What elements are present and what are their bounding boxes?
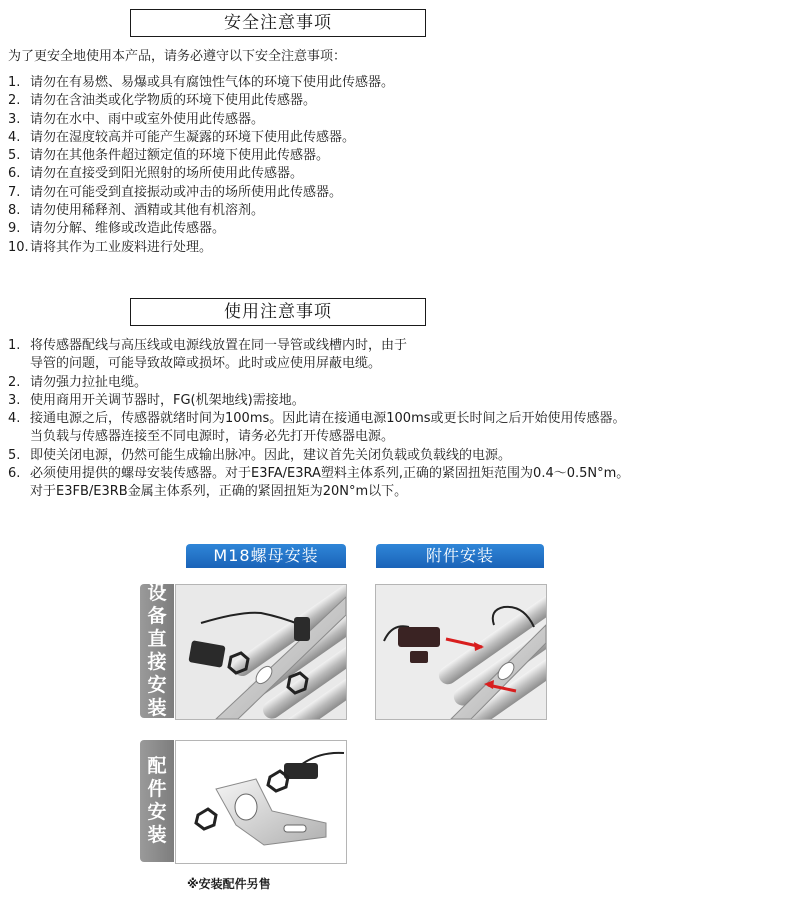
item-text: 请勿在湿度较高并可能产生凝露的环境下使用此传感器。	[30, 129, 356, 145]
item-number: 4.	[8, 411, 21, 427]
item-continuation: 当负载与传感器连接至不同电源时，请务必先打开传感器电源。	[30, 429, 395, 445]
m18-direct-drawing	[176, 585, 346, 719]
usage-title: 使用注意事项	[130, 298, 426, 326]
item-number: 3.	[8, 111, 21, 127]
item-number: 6.	[8, 166, 21, 182]
accessory-sold-separately-note: ※安装配件另售	[187, 877, 271, 891]
item-number: 2.	[8, 374, 21, 390]
tab-accessory-mount: 附件安装	[376, 544, 544, 568]
item-number: 8.	[8, 203, 21, 219]
tab-m18-nut-mount: M18螺母安装	[186, 544, 346, 568]
item-text: 请勿分解、维修或改造此传感器。	[30, 221, 226, 237]
list-item	[8, 147, 394, 165]
side-tab-char: 件	[147, 778, 167, 800]
item-number: 10.	[8, 239, 29, 255]
illustration-m18-direct	[175, 584, 347, 720]
item-text: 请勿在含油类或化学物质的环境下使用此传感器。	[30, 93, 317, 109]
list-item	[8, 184, 394, 202]
item-text: 请将其作为工业废料进行处理。	[30, 239, 213, 255]
list-item	[8, 165, 394, 183]
safety-title: 安全注意事项	[130, 9, 426, 37]
side-tab-char: 安	[147, 801, 167, 823]
list-item	[8, 202, 394, 220]
item-number: 6.	[8, 466, 21, 482]
illustration-accessory-mount	[375, 584, 547, 720]
safety-intro: 为了更安全地使用本产品，请务必遵守以下安全注意事项：	[8, 49, 347, 64]
item-text: 必须使用提供的螺母安装传感器。对于E3FA/E3RA塑料主体系列,正确的紧固扭矩范围为0.4～0.5N°m。	[30, 466, 630, 482]
item-text: 请勿在可能受到直接振动或冲击的场所使用此传感器。	[30, 184, 343, 200]
item-text: 请勿在有易燃、易爆或具有腐蚀性气体的环境下使用此传感器。	[30, 75, 395, 90]
list-item	[8, 410, 629, 428]
list-item	[8, 337, 629, 355]
item-continuation: 导管的问题，可能导致故障或损坏。此时或应使用屏蔽电缆。	[30, 356, 382, 372]
item-text: 请勿在直接受到阳光照射的场所使用此传感器。	[30, 166, 304, 182]
usage-list	[8, 337, 629, 502]
list-item	[8, 374, 629, 392]
list-item	[8, 111, 394, 129]
item-number: 5.	[8, 447, 21, 463]
list-item	[8, 220, 394, 238]
item-text: 请勿在其他条件超过额定值的环境下使用此传感器。	[30, 148, 330, 164]
fitting-mount-drawing	[176, 741, 346, 863]
list-item	[8, 465, 629, 483]
item-text: 接通电源之后，传感器就绪时间为100ms。因此请在接通电源100ms或更长时间之后开始使用传感器。	[30, 411, 626, 427]
side-tab-char: 接	[147, 651, 167, 673]
item-number: 1.	[8, 75, 21, 90]
list-item	[8, 392, 629, 410]
list-item	[8, 129, 394, 147]
item-text: 使用商用开关调节器时，FG(机架地线)需接地。	[30, 392, 305, 408]
item-number: 1.	[8, 338, 21, 353]
item-number: 4.	[8, 129, 21, 145]
list-item	[8, 447, 629, 465]
item-text: 请勿在水中、雨中或室外使用此传感器。	[30, 111, 265, 127]
item-text: 请勿使用稀释剂、酒精或其他有机溶剂。	[30, 203, 265, 219]
side-tab-char: 直	[147, 628, 167, 650]
side-tab-fitting-mount	[140, 740, 174, 862]
item-continuation: 对于E3FB/E3RB金属主体系列，正确的紧固扭矩为20N°m以下。	[30, 484, 408, 500]
item-number: 3.	[8, 392, 21, 408]
list-item	[8, 74, 394, 92]
side-tab-char: 备	[147, 605, 167, 627]
item-number: 7.	[8, 184, 21, 200]
item-text: 请勿强力拉扯电缆。	[30, 374, 148, 390]
list-item	[8, 92, 394, 110]
side-tab-char: 装	[147, 697, 167, 719]
side-tab-char: 装	[147, 824, 167, 846]
side-tab-char: 设	[147, 582, 167, 604]
side-tab-direct-mount	[140, 584, 174, 718]
item-text: 即使关闭电源，仍然可能生成输出脉冲。因此，建议首先关闭负载或负载线的电源。	[30, 447, 512, 463]
side-tab-char: 安	[147, 674, 167, 696]
item-number: 9.	[8, 221, 21, 237]
item-number: 2.	[8, 93, 21, 109]
list-item	[8, 239, 394, 257]
side-tab-char: 配	[147, 755, 167, 777]
item-number: 5.	[8, 148, 21, 164]
illustration-fitting-mount	[175, 740, 347, 864]
safety-list	[8, 74, 394, 257]
item-text: 将传感器配线与高压线或电源线放置在同一导管或线槽内时，由于	[30, 338, 408, 353]
accessory-mount-drawing	[376, 585, 546, 719]
